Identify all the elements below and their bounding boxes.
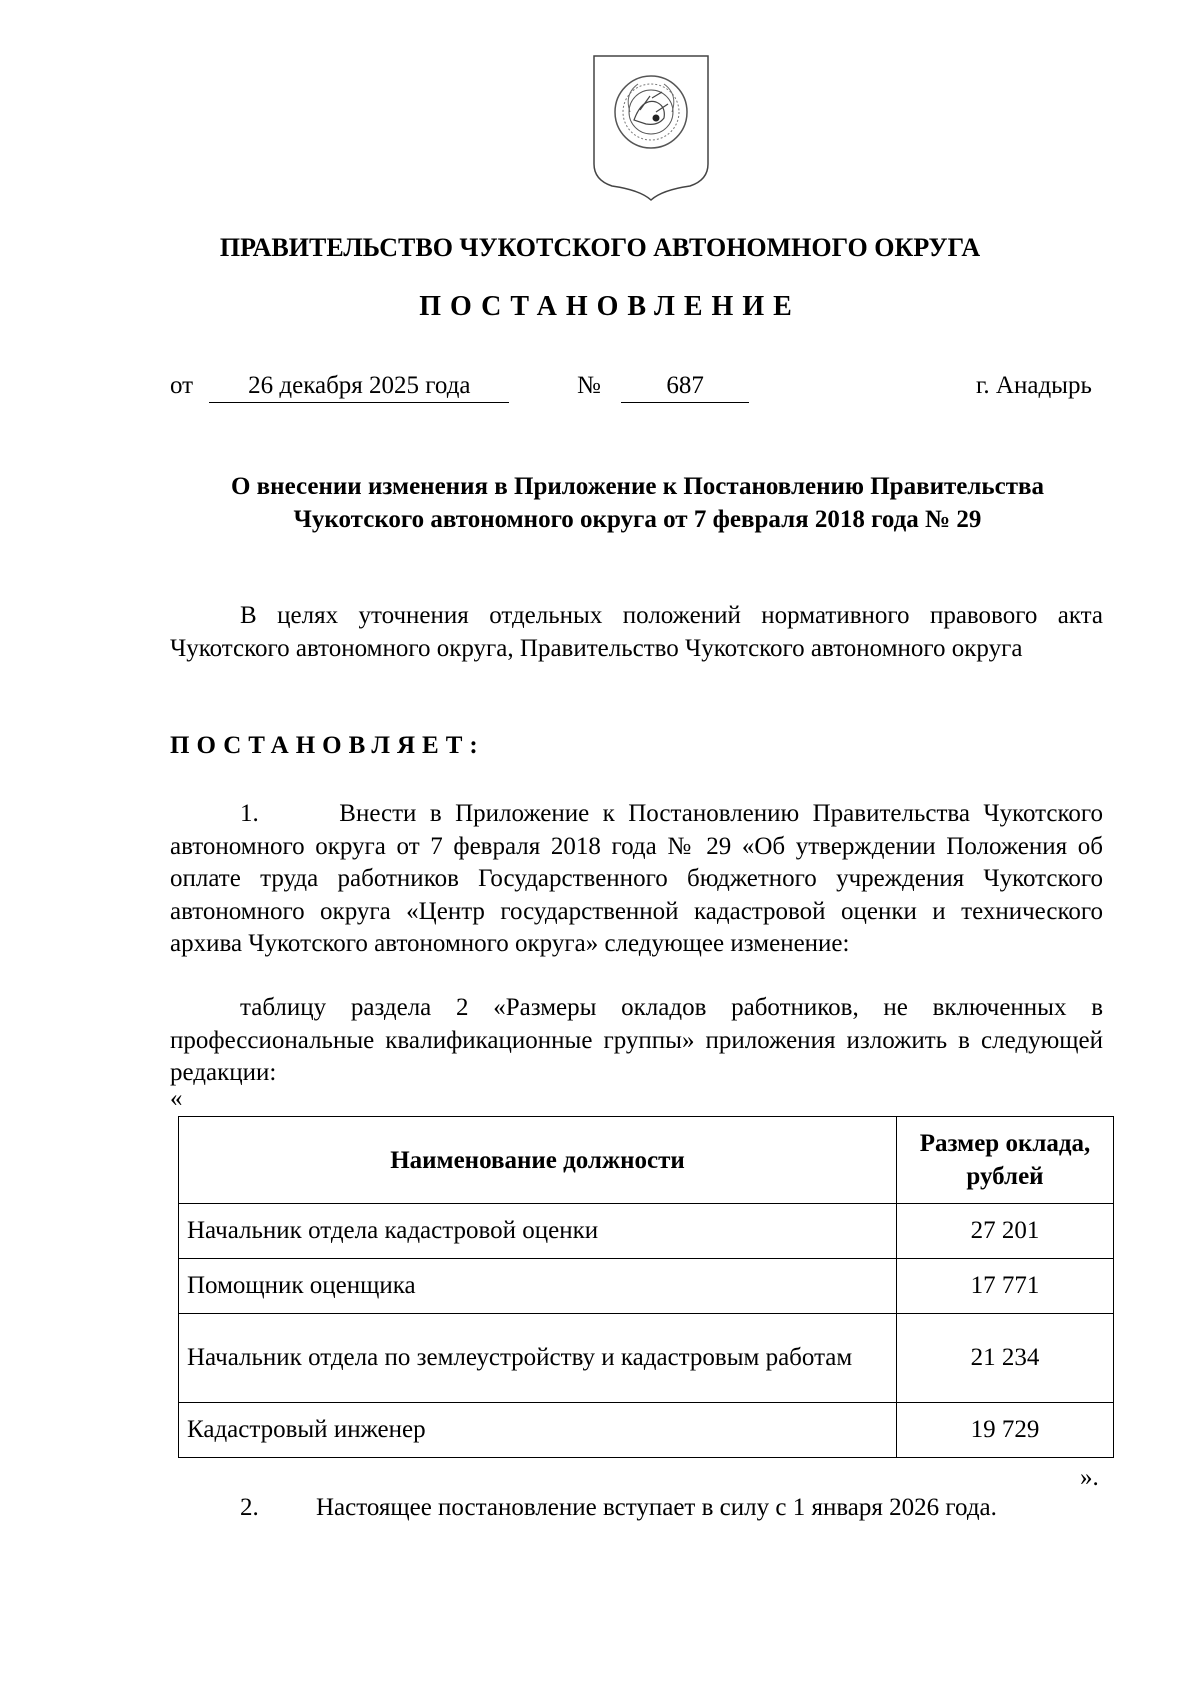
open-quote: « (170, 1085, 183, 1112)
date-prefix: от (170, 372, 194, 399)
table-header-row (179, 1117, 1114, 1204)
table-row (179, 1314, 1114, 1403)
item-2-text: Настоящее постановление вступает в силу с 1 января 2026 года. (316, 1494, 997, 1521)
preamble-paragraph: В целях уточнения отдельных положений нормативного правового акта Чукотского автономного округа, Правительство Чукотского автономного округа (170, 602, 1103, 662)
date-value: 26 декабря 2025 года (209, 370, 509, 403)
table-row (179, 1204, 1114, 1259)
close-quote: ». (1080, 1464, 1099, 1491)
item-2-number: 2. (240, 1494, 259, 1521)
column-header-position: Наименование должности (179, 1117, 897, 1204)
salary-table (178, 1116, 1114, 1458)
city-label: г. Анадырь (976, 372, 1092, 399)
position-name: Начальник отдела кадастровой оценки (179, 1204, 897, 1259)
document-type: ПОСТАНОВЛЕНИЕ (419, 291, 801, 322)
salary-value: 19 729 (897, 1403, 1114, 1458)
position-name: Начальник отдела по землеустройству и кадастровым работам (179, 1314, 897, 1403)
position-name: Кадастровый инженер (179, 1403, 897, 1458)
date-field (170, 370, 509, 403)
number-value: 687 (621, 370, 749, 403)
government-title: ПРАВИТЕЛЬСТВО ЧУКОТСКОГО АВТОНОМНОГО ОКРУГА (219, 233, 981, 262)
decree-heading: ПОСТАНОВЛЯЕТ: (170, 732, 485, 759)
salary-value: 21 234 (897, 1314, 1114, 1403)
table-row (179, 1403, 1114, 1458)
document-subject: О внесении изменения в Приложение к Постановлению Правительства Чукотского автономного округа от 7 февраля 2018 года № 29 (230, 473, 1044, 533)
item-1-paragraph: 1. Внести в Приложение к Постановлению Правительства Чукотского автономного округа от 7 февраля 2018 года № 29 «Об утверждении Положения об оплате труда работников Государственного бюджетного учреждения Чукотского автономного округа «Центр государственной кадастровой оценки и технического архива Чукотского автономного округа» следующее изменение: (170, 800, 1103, 957)
item-1-subparagraph: таблицу раздела 2 «Размеры окладов работников, не включенных в профессиональные квалификационные группы» приложения изложить в следующей редакции: (170, 994, 1103, 1086)
column-header-salary: Размер оклада, рублей (897, 1117, 1114, 1204)
table-row (179, 1259, 1114, 1314)
item-2-paragraph (240, 1492, 997, 1524)
salary-value: 17 771 (897, 1259, 1114, 1314)
chukotka-coat-of-arms-icon (590, 52, 712, 202)
salary-value: 27 201 (897, 1204, 1114, 1259)
number-prefix: № (577, 372, 601, 399)
number-field (577, 370, 749, 403)
position-name: Помощник оценщика (179, 1259, 897, 1314)
